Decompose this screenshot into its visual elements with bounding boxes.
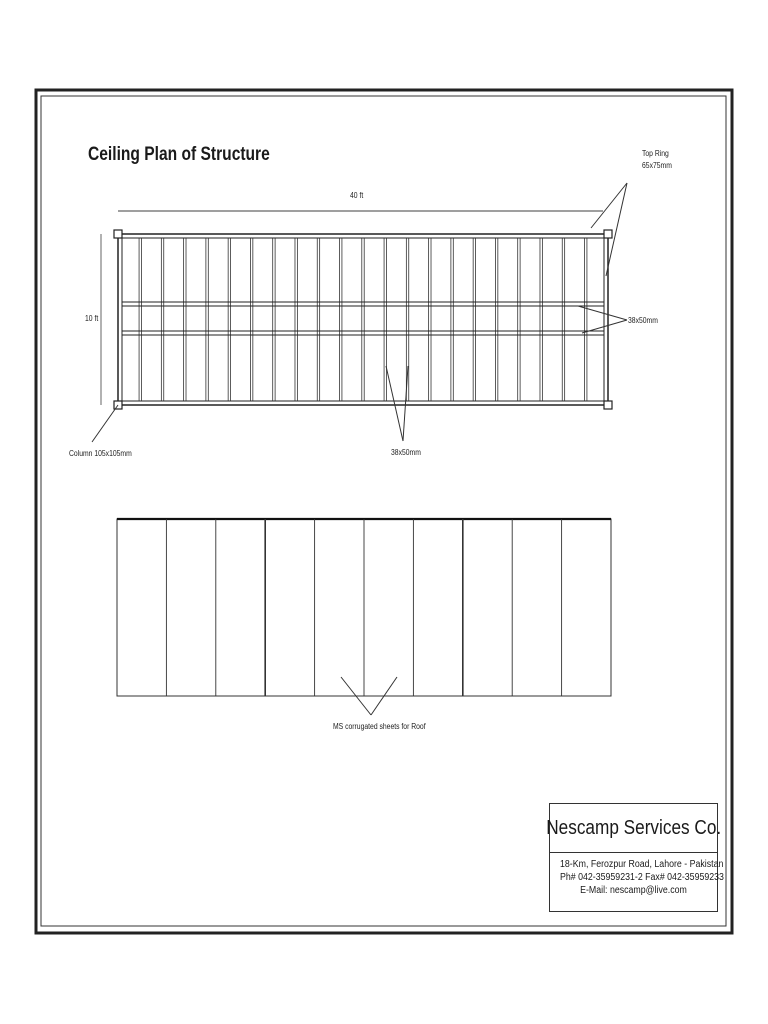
leader-lines	[92, 183, 627, 715]
company-name-text: Nescamp Services Co.	[546, 816, 721, 839]
company-address: 18-Km, Ferozpur Road, Lahore - Pakistan	[560, 859, 724, 870]
ceiling-plan	[114, 230, 612, 409]
top-ring-inner	[122, 238, 604, 401]
column-post	[114, 230, 122, 238]
inner-border	[41, 96, 726, 926]
purlin-leader-1	[578, 306, 627, 320]
company-email: E-Mail: nescamp@live.com	[580, 885, 687, 896]
top-ring-label-line-1: Top Ring	[642, 149, 669, 158]
column-leader	[92, 405, 118, 442]
length-label: 40 ft	[350, 191, 364, 200]
width-label: 10 ft	[85, 314, 99, 323]
purlin-label: 38x50mm	[628, 316, 658, 325]
column-label: Column 105x105mm	[69, 449, 132, 458]
company-phone: Ph# 042-35959231-2 Fax# 042-35959233	[560, 872, 724, 883]
company-name	[546, 804, 721, 853]
top-ring-label-line-2: 65x75mm	[642, 161, 672, 170]
title-block	[546, 803, 724, 912]
top-ring-outer	[118, 234, 608, 405]
joist-leader-2	[403, 366, 408, 441]
roof-sheets-plan	[117, 519, 611, 696]
column-post	[604, 401, 612, 409]
column-post	[604, 230, 612, 238]
roof-sheets-label: MS corrugated sheets for Roof	[333, 722, 426, 731]
page-title: Ceiling Plan of Structure	[88, 144, 270, 165]
joist-leader-1	[386, 366, 403, 441]
company-info	[550, 858, 724, 897]
joist-label: 38x50mm	[391, 448, 421, 457]
